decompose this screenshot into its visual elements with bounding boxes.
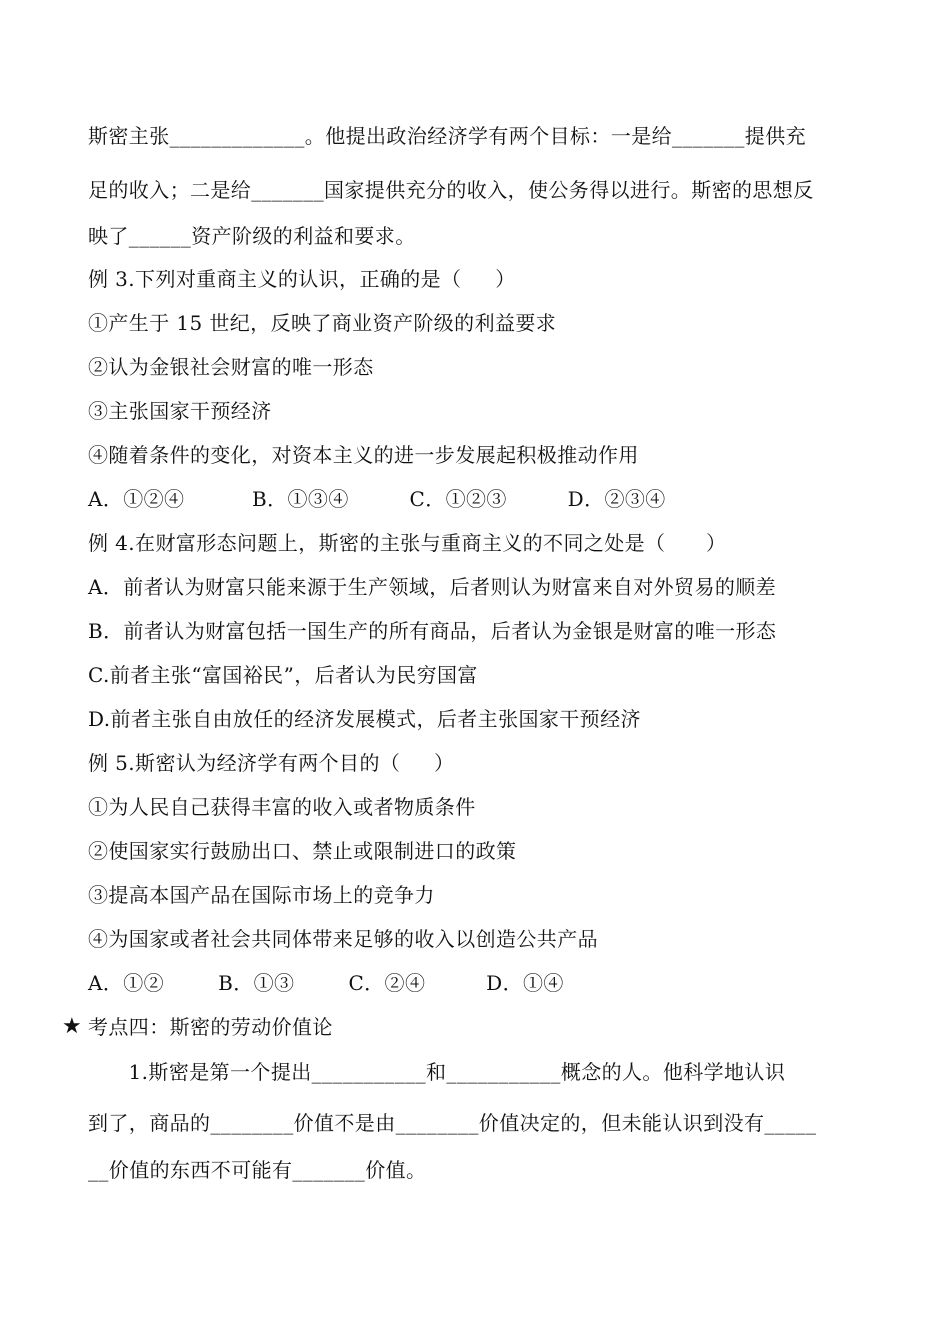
question-3-statement-1: ①产生于 15 世纪，反映了商业资产阶级的利益要求	[88, 311, 557, 335]
text-line: __价值的东西不可能有_______价值。	[88, 1158, 427, 1182]
question-5-statement-3: ③提高本国产品在国际市场上的竞争力	[88, 883, 435, 907]
section-heading: 考点四：斯密的劳动价值论	[88, 1015, 333, 1039]
question-3-options: A．①②④ B．①③④ C．①②③ D．②③④	[88, 487, 666, 511]
question-4-option-a: A．前者认为财富只能来源于生产领域，后者则认为财富来自对外贸易的顺差	[88, 575, 777, 599]
text-line: 到了，商品的________价值不是由________价值决定的，但未能认识到没有_____	[88, 1111, 817, 1135]
text-line: 斯密主张_____________。他提出政治经济学有两个目标：一是给_______提供充	[88, 124, 806, 148]
question-3-stem: 例 3.下列对重商主义的认识，正确的是（ ）	[88, 267, 516, 291]
question-5-statement-1: ①为人民自己获得丰富的收入或者物质条件	[88, 795, 476, 819]
question-3-statement-4: ④随着条件的变化，对资本主义的进一步发展起积极推动作用	[88, 443, 639, 467]
star-icon: ★	[62, 1014, 82, 1039]
question-5-statement-2: ②使国家实行鼓励出口、禁止或限制进口的政策	[88, 839, 517, 863]
text-line: 足的收入；二是给_______国家提供充分的收入，使公务得以进行。斯密的思想反	[88, 178, 814, 202]
question-4-option-d: D.前者主张自由放任的经济发展模式，后者主张国家干预经济	[88, 707, 641, 731]
question-5-options: A．①② B．①③ C．②④ D．①④	[88, 971, 564, 995]
question-5-stem: 例 5.斯密认为经济学有两个目的（ ）	[88, 751, 455, 775]
question-3-statement-2: ②认为金银社会财富的唯一形态	[88, 355, 374, 379]
question-4-option-b: B．前者认为财富包括一国生产的所有商品，后者认为金银是财富的唯一形态	[88, 619, 777, 643]
question-3-statement-3: ③主张国家干预经济	[88, 399, 272, 423]
question-5-statement-4: ④为国家或者社会共同体带来足够的收入以创造公共产品	[88, 927, 598, 951]
question-4-option-c: C.前者主张“富国裕民”，后者认为民穷国富	[88, 663, 478, 687]
question-4-stem: 例 4.在财富形态问题上，斯密的主张与重商主义的不同之处是（ ）	[88, 531, 727, 555]
text-line: 1.斯密是第一个提出___________和___________概念的人。他科学地认识	[88, 1060, 786, 1084]
text-line: 映了______资产阶级的利益和要求。	[88, 224, 416, 248]
